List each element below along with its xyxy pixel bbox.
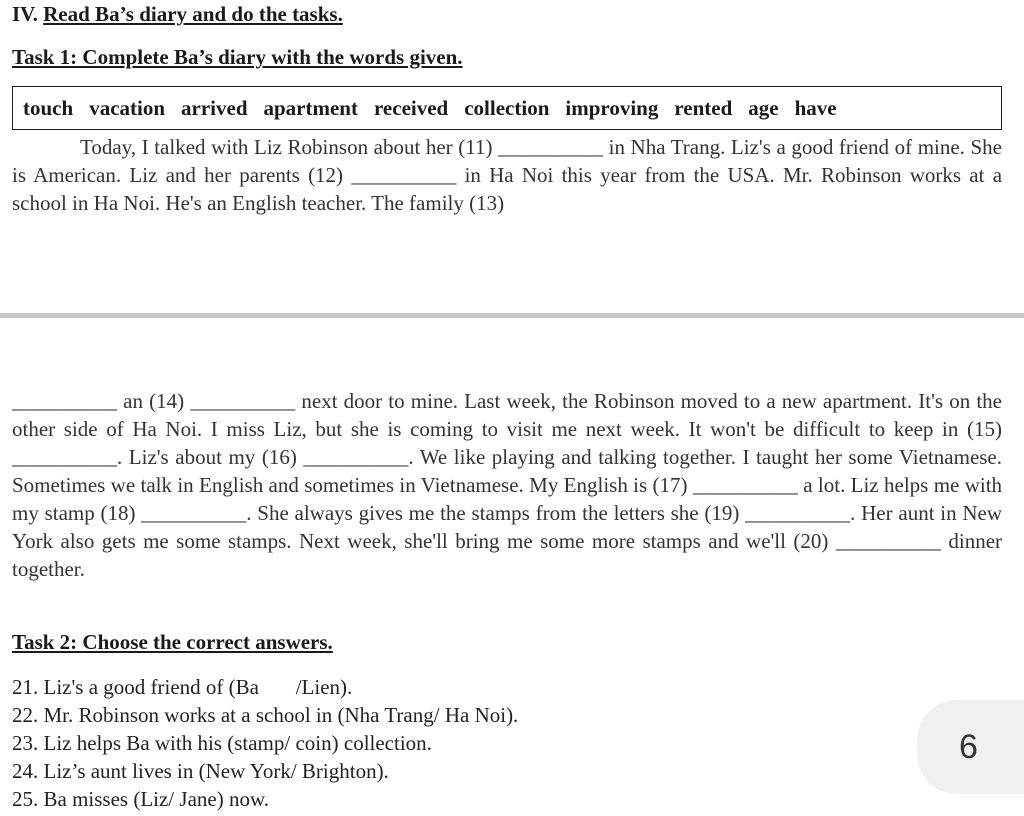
diary-text: dinner together. bbox=[12, 529, 1003, 581]
blank-16: __________ bbox=[303, 445, 409, 469]
word-item: touch bbox=[23, 95, 74, 120]
word-item: arrived bbox=[181, 95, 248, 120]
question-item: 24. Liz’s aunt lives in (New York/ Brighton). bbox=[12, 759, 389, 783]
word-item: age bbox=[748, 95, 779, 120]
diary-text: . Liz's about my (16) bbox=[117, 445, 297, 469]
word-item: collection bbox=[464, 95, 550, 120]
question-item: 25. Ba misses (Liz/ Jane) now. bbox=[12, 787, 270, 811]
word-item: have bbox=[794, 95, 837, 120]
blank-18: __________ bbox=[141, 501, 247, 525]
page-number-badge[interactable]: 6 bbox=[917, 700, 1024, 794]
question-item: 21. Liz's a good friend of (Ba /Lien). bbox=[12, 675, 353, 699]
diary-text: an (14) bbox=[123, 389, 185, 413]
diary-text: next door to mine. Last week, the Robinson moved to a new apartment. It's on the other side of Ha Noi. I miss Liz, but she is coming to visit me next week. It won't be difficult to keep in (15) bbox=[12, 389, 1002, 441]
diary-text: . She always gives me the stamps from the letters she (19) bbox=[246, 501, 740, 525]
blank-17: __________ bbox=[692, 473, 798, 497]
diary-text: Today, I talked with Liz Robinson about her (11) bbox=[80, 135, 493, 159]
task2-title: Task 2: Choose the correct answers. bbox=[12, 630, 333, 654]
task1-title: Task 1: Complete Ba’s diary with the words given. bbox=[12, 45, 463, 69]
diary-text: a lot. Liz helps me with my stamp (18) bbox=[12, 473, 1003, 525]
question-item: 22. Mr. Robinson works at a school in (Nha Trang/ Ha Noi). bbox=[12, 703, 519, 727]
diary-paragraph-part2 bbox=[12, 387, 1002, 583]
blank-12: __________ bbox=[351, 163, 457, 187]
blank-13: __________ bbox=[12, 389, 117, 413]
section-heading bbox=[12, 2, 343, 27]
section-title: Read Ba’s diary and do the tasks. bbox=[43, 2, 343, 26]
word-item: improving bbox=[565, 95, 659, 120]
diary-text: . Her aunt in New York also gets me some stamps. Next week, she'll bring me some more stamps and we'll (20) bbox=[12, 501, 1003, 553]
blank-11: __________ bbox=[498, 135, 604, 159]
diary-text: in Ha Noi this year from the USA. Mr. Robinson works at a school in Ha Noi. He's an English teacher. The family (13) bbox=[12, 163, 1002, 215]
blank-20: __________ bbox=[835, 529, 941, 553]
word-item: apartment bbox=[263, 95, 358, 120]
section-label: IV. bbox=[12, 2, 38, 26]
word-item: vacation bbox=[89, 95, 166, 120]
blank-14: __________ bbox=[190, 389, 296, 413]
diary-text: in Nha Trang. Liz's a good friend of mine. She is American. Liz and her parents (12) bbox=[12, 135, 1002, 187]
diary-paragraph-part1 bbox=[12, 133, 1002, 217]
word-box bbox=[12, 86, 1002, 130]
word-item: received bbox=[373, 95, 449, 120]
question-list bbox=[12, 673, 518, 813]
diary-text: . We like playing and talking together. I taught her some Vietnamese. Sometimes we talk in English and sometimes in Vietnamese. My English is (17) bbox=[12, 445, 1003, 497]
page-divider bbox=[0, 313, 1024, 318]
blank-15: __________ bbox=[12, 445, 117, 469]
word-item: rented bbox=[674, 95, 733, 120]
question-item: 23. Liz helps Ba with his (stamp/ coin) collection. bbox=[12, 731, 432, 755]
blank-19: __________ bbox=[745, 501, 851, 525]
